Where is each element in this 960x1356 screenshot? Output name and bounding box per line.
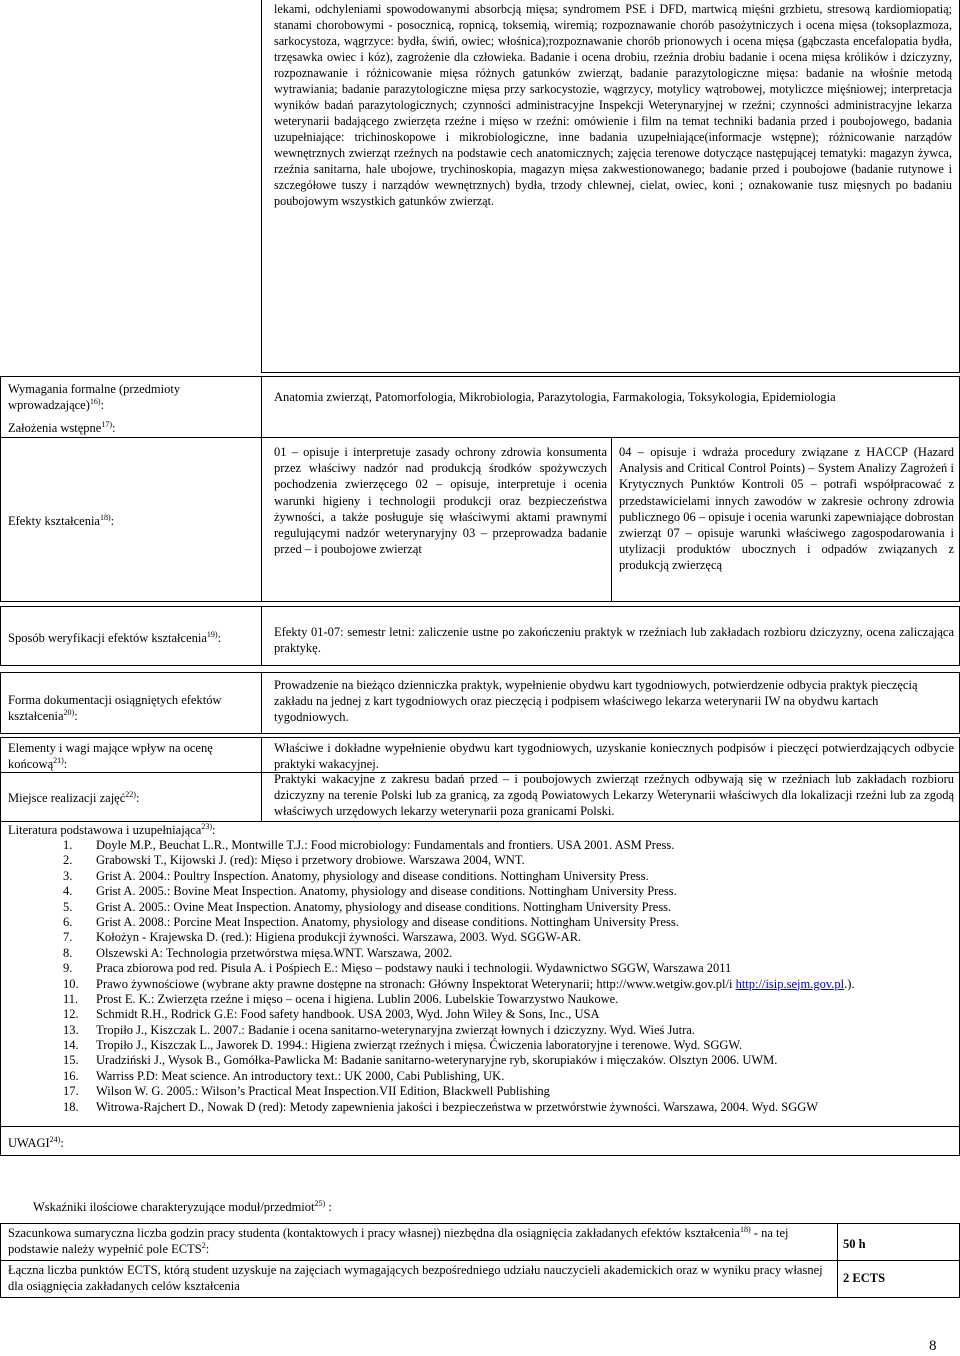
literature-item xyxy=(0,883,958,898)
literature-item-text: Doyle M.P., Beuchat L.R., Montwille T.J.: Food microbiology: Fundamentals and frontiers. USA 2001. ASM Press. xyxy=(96,838,675,852)
literature-item-text: Grist A. 2005.: Ovine Meat Inspection. Anatomy, physiology and disease conditions. Nottingham University Press. xyxy=(96,899,672,914)
literature-item-text: Witrowa-Rajchert D., Nowak D (red): Metody zapewnienia jakości i bezpieczeństwa w przetwórstwie żywności. Warszawa, 2004. Wyd. SGGW xyxy=(96,1099,819,1114)
elementy-label: Elementy i wagi mające wpływ na ocenę końcową$^{21)}$: xyxy=(8,741,213,772)
ects-row2-value: 2 ECTS xyxy=(843,1271,886,1285)
literature-item-text: Grist A. 2008.: Porcine Meat Inspection. Anatomy, physiology and disease conditions. Nottingham University Press. xyxy=(96,914,679,929)
literature-item-text: Wilson W. G. 2005.: Wilson’s Practical Meat Inspection.VII Edition, Blackwell Publishing xyxy=(96,1084,550,1099)
literature-item-number: 2. xyxy=(63,853,73,868)
literature-item xyxy=(0,1068,958,1083)
isip-link[interactable]: http://isip.sejm.gov.pl xyxy=(735,976,845,991)
literature-item-number: 14. xyxy=(63,1038,79,1053)
literature-item-number: 16. xyxy=(63,1068,79,1083)
sposob-value: Efekty 01-07: semestr letni: zaliczenie ustne po zakończeniu praktyk w rzeźniach lub zakładach rozbioru dziczyzny, ocena zaliczająca praktykę. xyxy=(274,625,954,656)
literature-item-text: Tropiło J., Kiszczak L. 2007.: Badanie i ocena sanitarno-weterynaryjna zwierząt łownych i dziczyzny. Wyd. Wieś Jutra. xyxy=(96,1022,695,1037)
literature-item xyxy=(0,960,958,975)
literature-item-number: 18. xyxy=(63,1099,79,1114)
literature-item-number: 11. xyxy=(63,991,79,1006)
uwagi-label: UWAGI$^{24)}$: xyxy=(8,1134,64,1150)
literature-item-number: 13. xyxy=(63,1022,79,1037)
literature-item-number: 17. xyxy=(63,1084,79,1099)
efekty-left-text: 01 – opisuje i interpretuje zasady ochrony zdrowia konsumenta przez właściwy nadzór nad produkcją środków spożywczych pochodzenia zwierzęcego 02 – opisuje, interpretuje i ocenia warunki higieny i technologii produkcji oraz bezpieczeństwa żywności, a także posługuje się właściwymi aktami prawnymi regulującymi nadzór weterynaryjny 03 – przeprowadza badanie przed – i poubojowe zwierząt xyxy=(274,445,607,557)
literatura-label: Literatura podstawowa i uzupełniająca$^{23)}$: xyxy=(8,821,216,837)
literature-item xyxy=(0,1083,958,1098)
literature-item-number: 4. xyxy=(63,884,73,899)
ects-row1-text: Szacunkowa sumaryczna liczba godzin pracy studenta (kontaktowych i pracy własnej) niezbędna dla osiągnięcia zakładanych efektów kształcenia$^{18)}$ - na tej podstawie należy wypełnić pole ECTS$^2$: xyxy=(8,1224,789,1257)
miejsce-value: Praktyki wakacyjne z zakresu badań przed – i poubojowych zwierząt rzeźnych odbywają się w rzeźniach lub zakładach rozbioru dziczyzny na terenie Polski lub za granicą, za zgodą Powiatowych Lekarzy Weterynarii właściwych dla lokalizacji rzeźni lub za zgodą właściwych urzędowych lekarzy weterynarii poza granicami Polski. xyxy=(274,772,954,819)
literature-item-number: 12. xyxy=(63,1007,79,1022)
literature-item xyxy=(0,899,958,914)
literature-item-number: 6. xyxy=(63,914,73,929)
zalozenia-label: Założenia wstępne$^{17)}$: xyxy=(8,419,116,435)
literatura-list xyxy=(0,837,958,1114)
literature-item-number: 9. xyxy=(63,961,73,976)
miejsce-label: Miejsce realizacji zajęć$^{22)}$: xyxy=(8,789,140,805)
uwagi-cell xyxy=(0,1126,960,1156)
literature-item xyxy=(0,1022,958,1037)
elementy-value: Właściwe i dokładne wypełnienie obydwu kart tygodniowych, uzyskanie koniecznych podpisów i pieczęci potwierdzających odbycie praktyki wakacyjnej. xyxy=(274,741,954,772)
page-number: 8 xyxy=(929,1338,937,1354)
literature-item-text: Grabowski T., Kijowski J. (red): Mięso i przetwory drobiowe. Warszawa 2004, WNT. xyxy=(96,853,525,868)
literature-item-number: 10. xyxy=(63,976,79,991)
wymagania-value: Anatomia zwierząt, Patomorfologia, Mikrobiologia, Parazytologia, Farmakologia, Toksykologia, Epidemiologia xyxy=(274,390,836,404)
literature-item-number: 15. xyxy=(63,1053,79,1068)
literature-item-number: 1. xyxy=(63,838,73,852)
literature-item xyxy=(0,976,958,991)
literature-item-text: Warriss P.D: Meat science. An introductory text.: UK 2000, Cabi Publishing, UK. xyxy=(96,1068,505,1083)
literature-item-number: 8. xyxy=(63,945,73,960)
literature-item-text: Praca zbiorowa pod red. Pisula A. i Pośpiech E.: Mięso – podstawy nauki i technologii. Wydawnictwo SGGW, Warszawa 2011 xyxy=(96,961,732,976)
literature-item xyxy=(0,991,958,1006)
ects-row2-text: Łączna liczba punktów ECTS, którą student uzyskuje na zajęciach wymagających bezpośredniego udziału nauczycieli akademickich oraz w wyniku pracy własnej dla osiągnięcia zakładanych celów kształcenia xyxy=(8,1263,823,1294)
forma-label: Forma dokumentacji osiągniętych efektów kształcenia$^{20)}$: xyxy=(8,693,222,724)
literature-item-text: Grist A. 2004.: Poultry Inspection. Anatomy, physiology and disease conditions. Nottingham University Press. xyxy=(96,868,649,883)
top-content-text: lekami, odchyleniami spowodowanymi absorbcją mięsa; syndromem PSE i DFD, martwicą mięśni grzbietu, stresową kardiomiopatią; stanami chorobowymi - posocznicą, ropnicą, toksemią, wiremią; rozpoznawanie chorób pasożytniczych i ocena mięsa (toksoplazmoza, sarkocystoza, wągrzyce: bydła, świń, owiec; włośnica);rozpoznawanie chorób prionowych i ocena mięsa (gąbczasta encefalopatia bydła, trzęsawka owiec i kóz), zagrożenie dla człowieka. Badanie i ocena drobiu, rzeźnia drobiu badanie i ocena mięsa królików i dziczyzny, rozpoznawanie i różnicowanie mięsa różnych gatunków zwierząt, badanie parazytologiczne mięsa: badanie na włośnie metodą wytrawiania; badanie parazytologiczne mięsa przy sarkocystozie, wągrzycy, motylicy wątrobowej, motyliczce mięśniowej; interpretacja wyników badań parazytologicznych; czynności administracyjne Inspekcji Weterynaryjnej w rzeźni; czynności administracyjne lekarza weterynarii badającego zwierzęta rzeźne i mięso w rzeźni: omówienie i film na temat techniki badania przed i poubojowego, badania uzupełniające: trichinoskopowe i mikrobiologiczne, inne badania uzupełniające(informacje wstępne); różnicowanie narządów wewnętrznych zwierząt rzeźnych na podstawie cech anatomicznych; zajęcia terenowe dotyczące następującej tematyki: magazyn żywca, rzeźnia sanitarna, hale ubojowe, trychinoskopia, magazyn mięsa zakwestionowanego; badanie przed i poubojowe (badanie rutynowe i szczegółowe tuszy i narządów wewnętrznych) bydła, trzody chlewnej, cielat, owiec, koni ; oznakowanie tusz mięsnych po badaniu poubojowym wszystkich gatunków zwierząt. xyxy=(274,2,952,208)
literature-item-text: Kołożyn - Krajewska D. (red.): Higiena produkcji żywności. Warszawa, 2003. Wyd. SGGW-AR. xyxy=(96,930,582,945)
efekty-right-text: 04 – opisuje i wdraża procedury związane z HACCP (Hazard Analysis and Critical Control Points) – System Analizy Zagrożeń i Krytycznych Punktów Kontroli 05 – potrafi współpracować z przedstawicielami innych zawodów w zakresie ochrony zdrowia publicznego 06 – opisuje i ocenia warunki zapewniające dobrostan zwierząt 07 – opisuje warunki właściwego zagospodarowania i utylizacji produktów ubocznych i odpadów związanych z produkcją zwierzęcą xyxy=(619,445,954,573)
literature-item xyxy=(0,1052,958,1067)
literature-item xyxy=(0,1006,958,1021)
literature-item xyxy=(0,868,958,883)
literature-item-text: Prawo żywnościowe (wybrane akty prawne dostępne na stronach: Główny Inspektorat Weterynarii; http://www.wetgiw.gov.pl/i xyxy=(96,976,736,991)
sposob-label: Sposób weryfikacji efektów kształcenia$^{19)}$: xyxy=(8,629,222,645)
forma-value: Prowadzenie na bieżąco dzienniczka praktyk, wypełnienie obydwu kart tygodniowych, potwierdzenie odbycia praktyk pieczęcią zakładu na jednej z kart tygodniowych oraz pieczęcią i podpisem właściwego lekarza weterynarii IW na obydwu kartach tygodniowych. xyxy=(274,678,918,725)
literature-item-text: Tropiło J., Kiszczak L., Jaworek D. 1994.: Higiena zwierząt rzeźnych i mięsa. Ćwiczenia laboratoryjne i terenowe. Wyd. SGGW. xyxy=(96,1038,743,1053)
wymagania-label: Wymagania formalne (przedmioty wprowadzające)$^{16)}$: xyxy=(8,382,181,413)
literature-item-number: 3. xyxy=(63,868,73,883)
wskazniki-heading: Wskaźniki ilościowe charakteryzujące moduł/przedmiot$^{25)}$ : xyxy=(33,1198,332,1214)
literature-item-number: 5. xyxy=(63,899,73,914)
literature-item xyxy=(0,945,958,960)
literature-item xyxy=(0,1099,958,1114)
ects-row1-value: 50 h xyxy=(843,1237,866,1251)
literature-item xyxy=(0,1037,958,1052)
literature-item xyxy=(0,837,958,852)
literature-item-text: Uradziński J., Wysok B., Gomółka-Pawlicka M: Badanie sanitarno-weterynaryjne ryb, skorupiaków i mięczaków. Olsztyn 2006. UWM. xyxy=(96,1053,778,1068)
literature-item xyxy=(0,852,958,867)
efekty-label: Efekty kształcenia$^{18)}$: xyxy=(8,512,115,528)
literature-item-text: Olszewski A: Technologia przetwórstwa mięsa.WNT. Warszawa, 2002. xyxy=(96,945,453,960)
wymagania-value-cell xyxy=(261,376,960,438)
literature-item-text: Grist A. 2005.: Bovine Meat Inspection. Anatomy, physiology and disease conditions. Nottingham University Press. xyxy=(96,884,677,899)
literature-item-text: Prost E. K.: Zwierzęta rzeźne i mięso – ocena i higiena. Lublin 2006. Lubelskie Towarzystwo Naukowe. xyxy=(96,991,619,1006)
literature-item-text: Schmidt R.H., Rodrick G.E: Food safety handbook. USA 2003, Wyd. John Wiley & Sons, Inc., USA xyxy=(96,1007,600,1022)
literature-item-suffix: .). xyxy=(844,976,855,991)
literature-item xyxy=(0,929,958,944)
literature-item xyxy=(0,914,958,929)
literature-item-number: 7. xyxy=(63,930,73,945)
